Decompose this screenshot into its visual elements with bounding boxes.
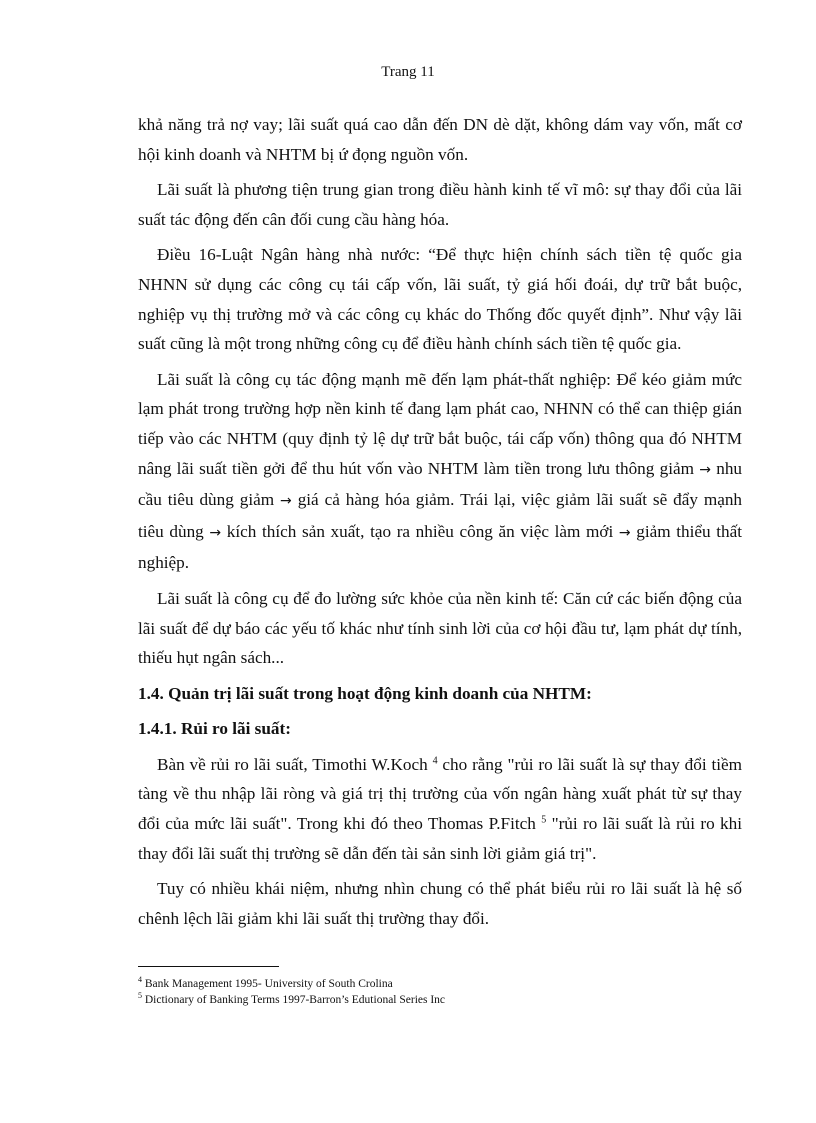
paragraph-1: khả năng trả nợ vay; lãi suất quá cao dẫn đến DN dè dặt, không dám vay vốn, mất cơ hội kinh doanh và NHTM bị ứ đọng nguồn vốn.	[138, 115, 742, 164]
section-heading-1-4: 1.4. Quản trị lãi suất trong hoạt động kinh doanh của NHTM:	[138, 683, 592, 703]
footnote-ref-4[interactable]: 4	[432, 755, 438, 767]
footnote-5	[138, 992, 742, 1008]
paragraph-4-part-b: nhu cầu tiêu dùng giảm	[138, 458, 743, 510]
body-text	[138, 110, 742, 939]
footnote-number: 4	[138, 975, 142, 985]
paragraph-6-part-c: "rủi ro lãi suất là rủi ro khi thay đổi lãi suất thị trường sẽ dẫn đến tài sản sinh lời giảm giá trị".	[138, 814, 743, 863]
footnote-4	[138, 976, 742, 992]
paragraph-6-part-b: cho rằng "rủi ro lãi suất là sự thay đổi tiềm tàng về thu nhập lãi ròng và giá trị thị trường của vốn ngân hàng xuất phát từ sự thay đổi của mức lãi suất". Trong khi đó theo Thomas P.Fitch	[138, 754, 742, 834]
footnotes	[138, 976, 742, 1008]
arrow-icon: →	[618, 524, 631, 541]
paragraph-6	[138, 750, 742, 868]
paragraph-7: Tuy có nhiều khái niệm, nhưng nhìn chung có thể phát biểu rủi ro lãi suất là hệ số chênh lệch lãi giảm khi lãi suất thị trường thay đổi.	[138, 879, 742, 928]
section-heading-1-4-1: 1.4.1. Rủi ro lãi suất:	[138, 719, 291, 739]
footnote-ref-5[interactable]: 5	[541, 814, 547, 826]
paragraph-2: Lãi suất là phương tiện trung gian trong điều hành kinh tế vĩ mô: sự thay đổi của lãi suất tác động đến cân đối cung cầu hàng hóa.	[138, 180, 742, 229]
arrow-icon: →	[699, 461, 711, 478]
paragraph-4-part-c: giá cả hàng hóa giảm. Trái lại, việc giảm lãi suất sẽ đẩy mạnh tiêu dùng	[138, 490, 743, 541]
paragraph-5: Lãi suất là công cụ để đo lường sức khỏe của nền kinh tế: Căn cứ các biến động của lãi suất để dự báo các yếu tố khác như tính sinh lời của cơ hội đầu tư, lạm phát dự tính, thiếu hụt ngân sách...	[138, 588, 742, 668]
footnote-text: Dictionary of Banking Terms 1997-Barron’s Edutional Series Inc	[144, 994, 446, 1006]
arrow-icon: →	[209, 524, 222, 541]
page-number: Trang 11	[381, 64, 435, 80]
paragraph-4	[138, 365, 742, 578]
footnote-divider	[138, 966, 279, 967]
paragraph-4-part-a: Lãi suất là công cụ tác động mạnh mẽ đến lạm phát-thất nghiệp: Để kéo giảm mức lạm phát trong trường hợp nền kinh tế đang lạm phát cao, NHNN có thể can thiệp gián tiếp vào các NHTM (quy định tỷ lệ dự trữ bắt buộc, tái cấp vốn) thông qua đó NHTM nâng lãi suất tiền gởi để thu hút vốn vào NHTM làm tiền trong lưu thông giảm	[138, 369, 742, 478]
paragraph-4-part-e: giảm thiểu thất nghiệp.	[138, 521, 743, 573]
footnote-text: Bank Management 1995- University of South Crolina	[144, 978, 393, 990]
paragraph-4-part-d: kích thích sản xuất, tạo ra nhiều công ăn việc làm mới	[226, 521, 614, 541]
arrow-icon: →	[280, 493, 292, 510]
paragraph-3: Điều 16-Luật Ngân hàng nhà nước: “Để thực hiện chính sách tiền tệ quốc gia NHNN sử dụng các công cụ tái cấp vốn, lãi suất, tỷ giá hối đoái, dự trữ bắt buộc, nghiệp vụ thị trường mở và các công cụ khác do Thống đốc quyết định”. Như vậy lãi suất cũng là một trong những công cụ để điều hành chính sách tiền tệ quốc gia.	[138, 245, 742, 354]
footnote-number: 5	[138, 991, 142, 1001]
paragraph-6-part-a: Bàn về rủi ro lãi suất, Timothi W.Koch	[157, 754, 428, 774]
